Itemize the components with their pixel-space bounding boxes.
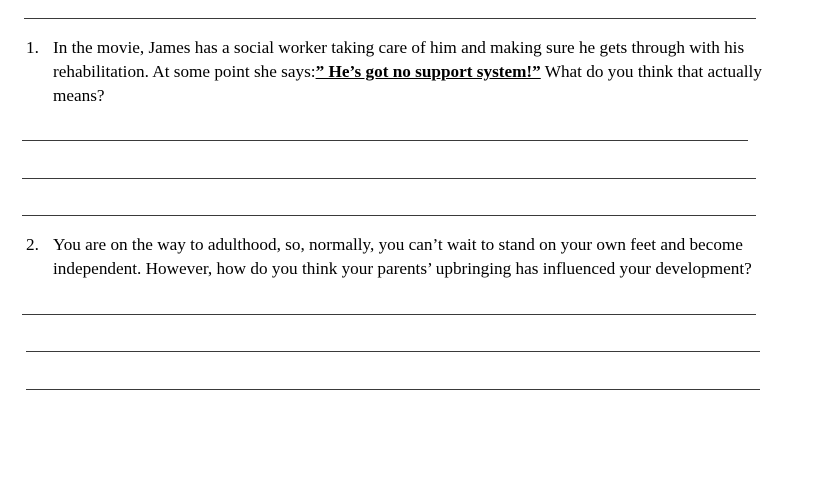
question-1-number: 1. [26, 38, 39, 57]
question-1-quote: ” He’s got no support system!” [315, 62, 541, 81]
answer-line-q1-3 [22, 215, 756, 216]
answer-line-q2-2 [26, 351, 760, 352]
question-2-number: 2. [26, 235, 39, 254]
question-2-text: You are on the way to adulthood, so, normally, you can’t wait to stand on your own feet and become independent. However, how do you think your parents’ upbringing has influenced your development? [53, 235, 752, 278]
question-1-prompt: In the movie, James has a social worker taking care of him and making sure he gets through with his rehabilitation. At some point she says: [53, 38, 745, 81]
answer-line-q1-1 [22, 140, 748, 141]
question-1 [26, 36, 796, 108]
answer-line-q2-1 [22, 314, 756, 315]
answer-line-q2-3 [26, 389, 760, 390]
question-1-text [53, 36, 796, 108]
question-1-followup: What do you think that actually means? [53, 62, 762, 105]
answer-line-top [24, 18, 756, 19]
answer-line-q1-2 [22, 178, 756, 179]
question-2 [26, 233, 796, 281]
